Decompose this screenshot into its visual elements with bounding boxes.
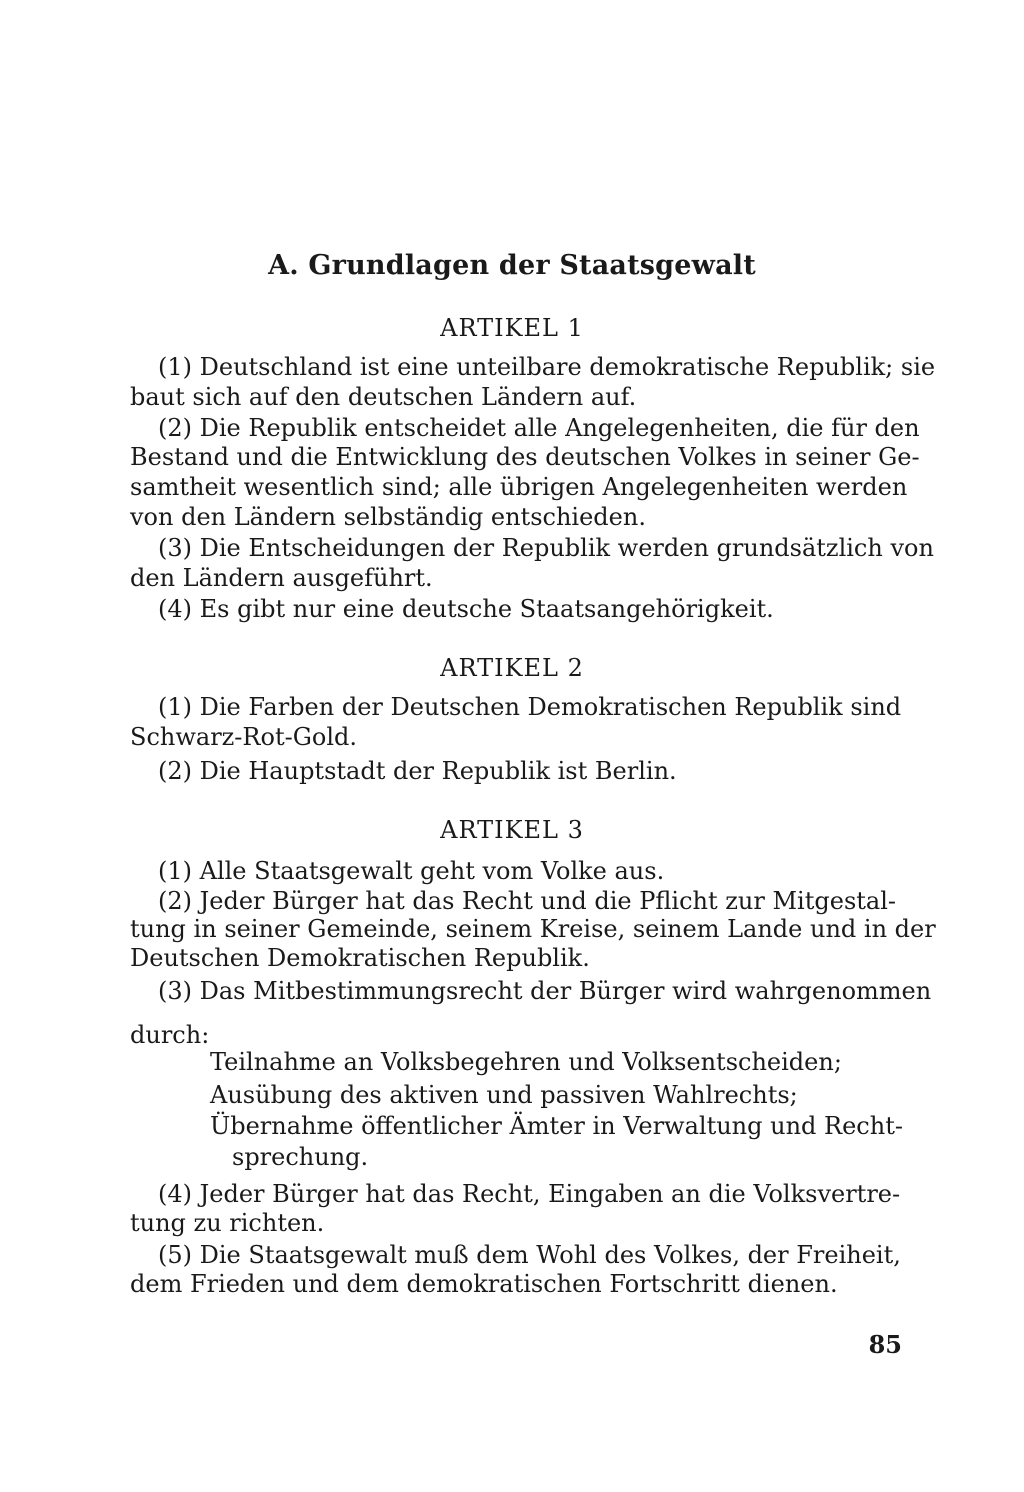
article-1-text-line: (4) Es gibt nur eine deutsche Staatsangehörigkeit. xyxy=(158,595,774,623)
article-1-heading: ARTIKEL 1 xyxy=(440,314,584,342)
article-3-text-line: (1) Alle Staatsgewalt geht vom Volke aus. xyxy=(158,857,665,885)
article-3-list-item: sprechung. xyxy=(232,1143,369,1171)
article-1-text-line: von den Ländern selbständig entschieden. xyxy=(130,503,646,531)
article-3-text-line: (4) Jeder Bürger hat das Recht, Eingaben an die Volksvertre- xyxy=(158,1180,901,1208)
article-2-text-line: (2) Die Hauptstadt der Republik ist Berlin. xyxy=(158,757,677,785)
section-title: A. Grundlagen der Staatsgewalt xyxy=(268,250,756,281)
article-3-heading: ARTIKEL 3 xyxy=(440,816,584,844)
article-1-text-line: den Ländern ausgeführt. xyxy=(130,564,433,592)
article-3-text-line: dem Frieden und dem demokratischen Fortschritt dienen. xyxy=(130,1270,838,1298)
page-number: 85 xyxy=(868,1330,902,1359)
article-3-list-item: Ausübung des aktiven und passiven Wahlrechts; xyxy=(210,1081,798,1109)
article-2-text-line: (1) Die Farben der Deutschen Demokratischen Republik sind xyxy=(158,693,902,721)
article-3-text-line: tung zu richten. xyxy=(130,1209,325,1237)
article-3-text-line: tung in seiner Gemeinde, seinem Kreise, seinem Lande und in der xyxy=(130,915,936,943)
article-3-text-line: (5) Die Staatsgewalt muß dem Wohl des Volkes, der Freiheit, xyxy=(158,1241,901,1269)
article-3-list-item: Übernahme öffentlicher Ämter in Verwaltung und Recht- xyxy=(210,1112,903,1140)
article-3-text-line: (2) Jeder Bürger hat das Recht und die Pflicht zur Mitgestal- xyxy=(158,887,896,915)
article-3-list-item: Teilnahme an Volksbegehren und Volksentscheiden; xyxy=(210,1048,842,1076)
article-1-text-line: (3) Die Entscheidungen der Republik werden grundsätzlich von xyxy=(158,534,934,562)
article-2-text-line: Schwarz-Rot-Gold. xyxy=(130,723,357,751)
article-3-text-line: (3) Das Mitbestimmungsrecht der Bürger wird wahrgenommen xyxy=(158,977,932,1005)
article-3-text-line: Deutschen Demokratischen Republik. xyxy=(130,944,590,972)
article-1-text-line: samtheit wesentlich sind; alle übrigen Angelegenheiten werden xyxy=(130,473,908,501)
article-1-text-line: baut sich auf den deutschen Ländern auf. xyxy=(130,383,637,411)
article-1-text-line: (1) Deutschland ist eine unteilbare demokratische Republik; sie xyxy=(158,353,936,381)
article-2-heading: ARTIKEL 2 xyxy=(440,654,584,682)
article-3-text-line: durch: xyxy=(130,1021,210,1049)
article-1-text-line: Bestand und die Entwicklung des deutschen Volkes in seiner Ge- xyxy=(130,443,920,471)
article-1-text-line: (2) Die Republik entscheidet alle Angelegenheiten, die für den xyxy=(158,414,920,442)
